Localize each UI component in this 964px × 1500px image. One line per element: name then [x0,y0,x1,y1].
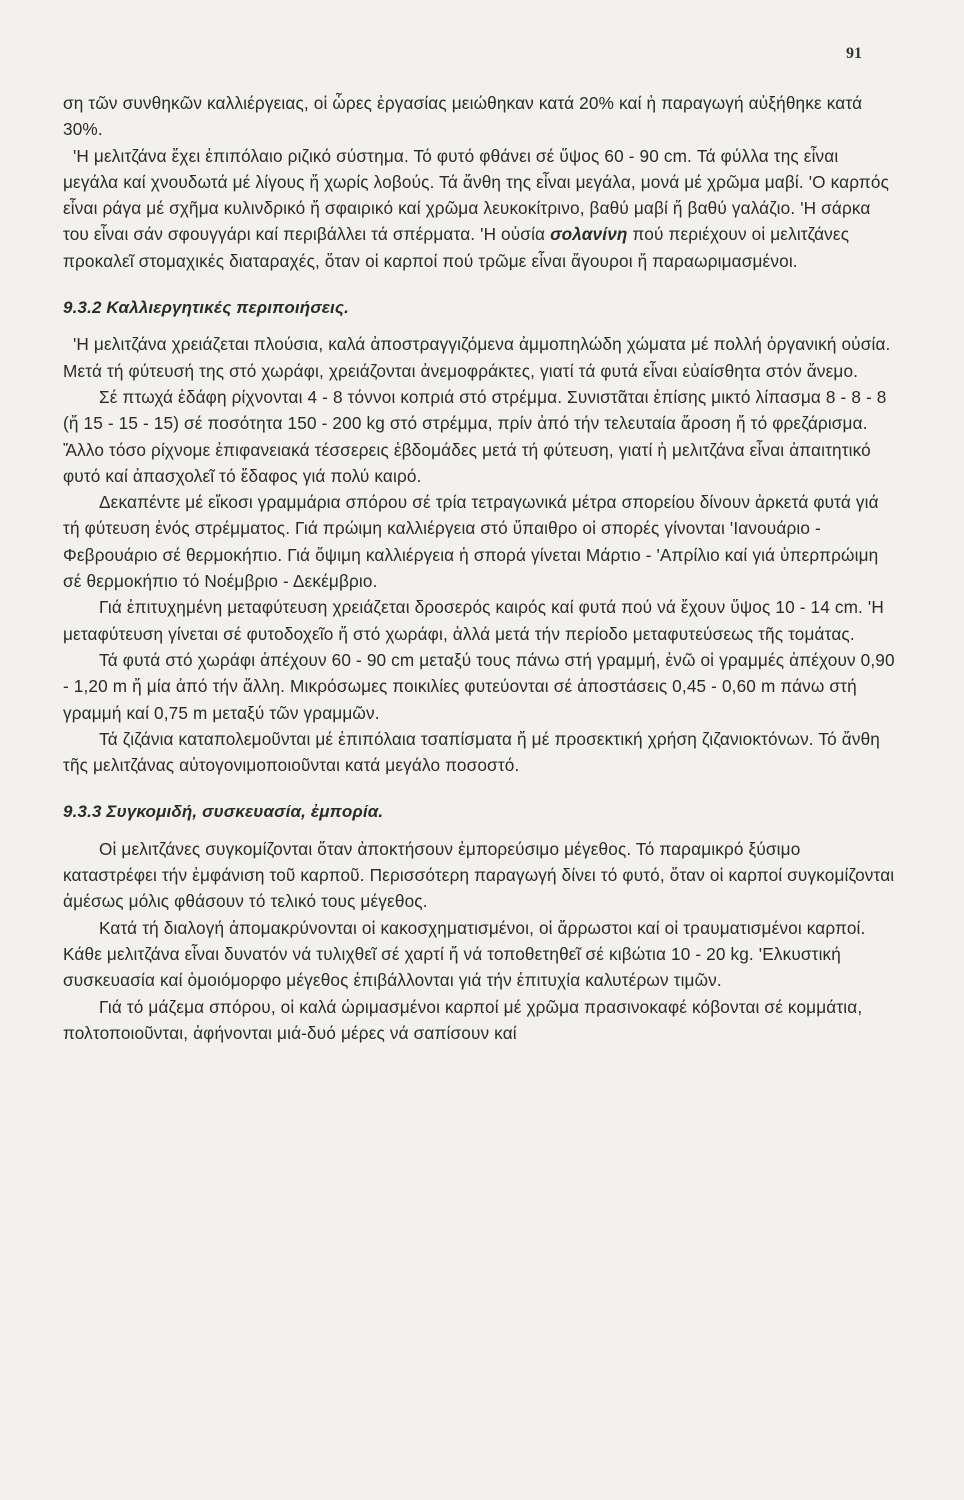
section-heading: 9.3.2 Καλλιεργητικές περιποιήσεις. [63,298,349,318]
paragraph: Γιά τό μάζεμα σπόρου, οἱ καλά ὡριμασμένοι καρποί μέ χρῶμα πρασινοκαφέ κόβονται σέ κομμάτια, πολτοποιοῦνται, ἀφήνονται μιά-δυό μέρες νά σαπίσουν καί [63,996,863,1043]
paragraph: 'Η μελιτζάνα χρειάζεται πλούσια, καλά ἀποστραγγιζόμενα ἀμμοπηλώδη χώματα μέ πολλή ὀργανική οὐσία. Μετά τή φύτευσή της στό χωράφι, χρειάζονται ἀνεμοφράκτες, γιατί τά φυτά εἶναι εὐαίσθητα στόν ἄνεμο. [63,334,891,381]
text-run: 'Η μελιτζάνα ἔχει ἐπιπόλαιο ριζικό σύστημα. Τό φυτό φθάνει σέ ὕψος 60 - 90 cm. Τά φύλλα της εἶναι μεγάλα καί χνουδωτά μέ λίγους ἤ χωρίς λοβούς. Τά ἄνθη της εἶναι μεγάλα, μονά μέ χρῶμα μαβί. 'Ο καρπός εἶναι ράγα μέ σχῆμα κυλινδρικό ἤ σφαιρικό καί χρῶμα λευκοκίτρινο, βαθύ μαβί ἤ βαθύ γαλάζιο. 'Η σάρκα του εἶναι σάν σφουγγάρι καί περιβάλλει τά σπέρματα. 'Η οὐσία [63,145,890,245]
section-heading: 9.3.3 Συγκομιδή, συσκευασία, ἐμπορία. [63,802,384,822]
paragraph: ση τῶν συνθηκῶν καλλιέργειας, οἱ ὧρες ἐργασίας μειώθηκαν κατά 20% καί ἡ παραγωγή αὐξήθηκε κατά 30%. [63,93,863,140]
page-number: 91 [846,45,862,62]
body-text [63,90,895,1046]
paragraph: Τά φυτά στό χωράφι ἀπέχουν 60 - 90 cm μεταξύ τους πάνω στή γραμμή, ἐνῶ οἱ γραμμές ἀπέχουν 0,90 - 1,20 m ἤ μία ἀπό τήν ἄλλη. Μικρόσωμες ποικιλίες φυτεύονται σέ ἀποστάσεις 0,45 - 0,60 m πάνω στή γραμμή καί 0,75 m μεταξύ τῶν γραμμῶν. [63,649,895,723]
paragraph: Τά ζιζάνια καταπολεμοῦνται μέ ἐπιπόλαια τσαπίσματα ἤ μέ προσεκτική χρήση ζιζανιοκτόνων. Τό ἄνθη τῆς μελιτζάνας αὐτογονιμοποιοῦνται κατά μεγάλο ποσοστό. [63,728,880,776]
text-run: πού περιέχουν οἱ μελιτζάνες προκαλεῖ στομαχικές διαταραχές, ὅταν οἱ καρποί πού τρῶμε εἶναι ἄγουροι ἤ παραωριμασμένοι. [63,224,850,271]
paragraph: Σέ πτωχά ἐδάφη ρίχνονται 4 - 8 τόννοι κοπριά στό στρέμμα. Συνιστᾶται ἐπίσης μικτό λίπασμα 8 - 8 - 8 (ἤ 15 - 15 - 15) σέ ποσότητα 150 - 200 kg στό στρέμμα, πρίν ἀπό τήν τελευταία ἄροση ἤ τό φρεζάρισμα. Ἄλλο τόσο ρίχνομε ἐπιφανειακά τέσσερεις ἑβδομάδες μετά τή φύτευση, γιατί ἡ μελιτζάνα εἶναι ἀπαιτητικό φυτό καί ἀπασχολεῖ τό ἔδαφος γιά πολύ καιρό. [63,386,887,486]
emphasized-term: σολανίνη [550,224,628,245]
paragraph: Κατά τή διαλογή ἀπομακρύνονται οἱ κακοσχηματισμένοι, οἱ ἄρρωστοι καί οἱ τραυματισμένοι καρποί. Κάθε μελιτζάνα εἶναι δυνατόν νά τυλιχθεῖ σέ χαρτί ἤ νά τοποθετηθεῖ σέ κιβώτια 10 - 20 kg. 'Ελκυστική συσκευασία καί ὁμοιόμορφο μέγεθος ἐπιβάλλονται γιά τήν ἐπιτυχία καλυτέρων τιμῶν. [63,917,866,991]
paragraph: Γιά ἐπιτυχημένη μεταφύτευση χρειάζεται δροσερός καιρός καί φυτά πού νά ἔχουν ὕψος 10 - 14 cm. 'Η μεταφύτευση γίνεται σέ φυτοδοχεῖο ἤ στό χωράφι, ἀλλά μετά τήν περίοδο μεταφυτεύσεως τῆς τομάτας. [63,597,884,644]
paragraph: Δεκαπέντε μέ εἴκοσι γραμμάρια σπόρου σέ τρία τετραγωνικά μέτρα σπορείου δίνουν ἀρκετά φυτά γιά τή φύτευση ἑνός στρέμματος. Γιά πρώιμη καλλιέργεια στό ὕπαιθρο οἱ σπορές γίνονται 'Ιανουάριο - Φεβρουάριο σέ θερμοκήπιο. Γιά ὄψιμη καλλιέργεια ἡ σπορά γίνεται Μάρτιο - 'Απρίλιο καί γιά ὑπερπρώιμη σέ θερμοκήπιο τό Νοέμβριο - Δεκέμβριο. [63,492,879,592]
paragraph [63,143,895,274]
paragraph: Οἱ μελιτζάνες συγκομίζονται ὅταν ἀποκτήσουν ἐμπορεύσιμο μέγεθος. Τό παραμικρό ξύσιμο καταστρέφει τήν ἐμφάνιση τοῦ καρποῦ. Περισσότερη παραγωγή δίνει τό φυτό, ὅταν οἱ καρποί συγκομίζονται ἀμέσως μόλις φθάσουν τό τελικό τους μέγεθος. [63,838,895,912]
